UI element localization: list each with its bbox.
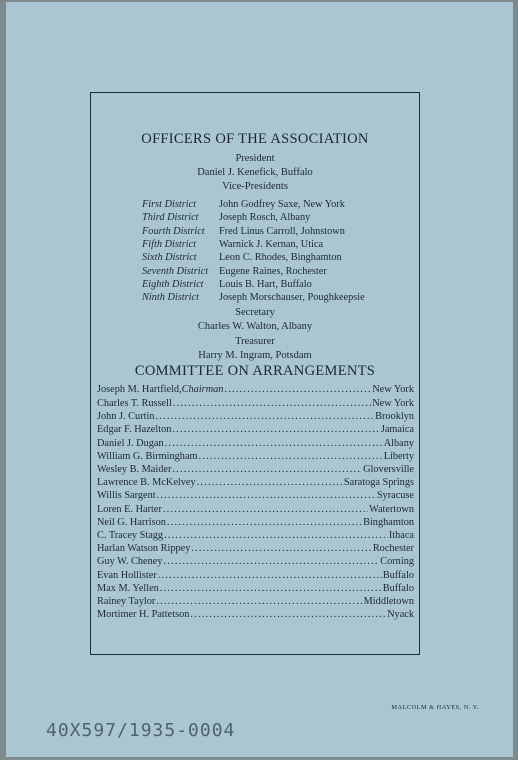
district-label: First District bbox=[142, 199, 197, 210]
committee-member-row bbox=[97, 596, 414, 609]
officers-title: OFFICERS OF THE ASSOCIATION bbox=[141, 131, 369, 147]
leader-dots bbox=[197, 477, 343, 490]
handwritten-accession-number: 40X597/1935-0004 bbox=[46, 720, 236, 741]
member-city: Ithaca bbox=[388, 530, 414, 541]
district-row bbox=[142, 252, 402, 265]
member-city: Saratoga Springs bbox=[343, 477, 414, 489]
leader-dots bbox=[160, 583, 382, 596]
leader-dots bbox=[163, 504, 368, 517]
president-name: Daniel J. Kenefick, Buffalo bbox=[197, 167, 313, 178]
vice-president-name: John Godfrey Saxe, New York bbox=[219, 199, 345, 210]
leader-dots bbox=[157, 490, 376, 503]
member-name: Max M. Yellen bbox=[97, 582, 159, 594]
committee-member-row bbox=[97, 556, 414, 569]
treasurer-name: Harry M. Ingram, Potsdam bbox=[198, 350, 312, 361]
member-name: Loren E. Harter bbox=[97, 503, 162, 515]
member-name: Daniel J. Dugan bbox=[97, 437, 164, 449]
member-city: Buffalo bbox=[382, 582, 414, 594]
member-name: Neil G. Harrison bbox=[97, 516, 166, 528]
member-city: Liberty bbox=[383, 450, 414, 462]
leader-dots bbox=[167, 517, 362, 530]
vice-president-name: Joseph Rosch, Albany bbox=[219, 212, 311, 224]
district-row bbox=[142, 292, 402, 305]
leader-dots bbox=[172, 464, 362, 477]
committee-title: COMMITTEE ON ARRANGEMENTS bbox=[134, 363, 376, 379]
chairman-name: Joseph M. Hartfield, bbox=[97, 384, 182, 395]
member-name: Guy W. Cheney bbox=[97, 556, 163, 568]
leader-dots bbox=[173, 398, 371, 411]
district-label: Fifth District bbox=[142, 238, 197, 250]
member-city: Syracuse bbox=[376, 490, 414, 502]
member-name: William G. Birmingham bbox=[97, 450, 198, 462]
leader-dots bbox=[199, 451, 383, 464]
member-name: Lawrence B. McKelvey bbox=[97, 477, 196, 489]
member-city: Gloversville bbox=[363, 464, 414, 475]
member-name: Wesley B. Maider bbox=[97, 464, 172, 475]
vice-president-name: Joseph Morschauser, Poughkeepsie bbox=[219, 292, 365, 304]
district-row bbox=[142, 266, 402, 279]
district-label: Eighth District bbox=[142, 278, 204, 290]
district-row bbox=[142, 239, 402, 252]
vice-president-name: Leon C. Rhodes, Binghamton bbox=[219, 252, 342, 264]
member-name: Mortimer H. Pattetson bbox=[97, 609, 190, 621]
committee-member-row bbox=[97, 464, 414, 477]
officers-frame bbox=[90, 92, 420, 655]
secretary-label: Secretary bbox=[235, 307, 275, 318]
member-city: Brooklyn bbox=[375, 411, 414, 423]
leader-dots bbox=[164, 530, 388, 543]
vice-president-name: Eugene Raines, Rochester bbox=[219, 265, 327, 277]
vice-presidents-label: Vice-Presidents bbox=[222, 181, 288, 192]
committee-member-row bbox=[97, 398, 414, 411]
committee-member-row bbox=[97, 411, 414, 424]
committee-member-row bbox=[97, 504, 414, 517]
member-name: Rainey Taylor bbox=[97, 596, 156, 607]
program-page bbox=[6, 2, 513, 757]
vice-president-name: Warnick J. Kernan, Utica bbox=[219, 238, 324, 250]
district-row bbox=[142, 226, 402, 239]
treasurer-label: Treasurer bbox=[235, 336, 275, 347]
committee-member-row bbox=[97, 451, 414, 464]
chairman-city: New York bbox=[372, 384, 414, 395]
member-city: Watertown bbox=[369, 503, 414, 515]
committee-member-row bbox=[97, 609, 414, 622]
committee-member-row bbox=[97, 477, 414, 490]
leader-dots bbox=[224, 384, 371, 397]
district-label: Sixth District bbox=[142, 252, 197, 264]
committee-member-row bbox=[97, 517, 414, 530]
vice-president-name: Fred Linus Carroll, Johnstown bbox=[219, 225, 345, 237]
committee-member-row bbox=[97, 583, 414, 596]
member-name: Evan Hollister bbox=[97, 569, 157, 581]
member-city: Jamaica bbox=[380, 424, 414, 436]
leader-dots bbox=[172, 424, 379, 437]
leader-dots bbox=[158, 570, 382, 583]
district-label: Seventh District bbox=[142, 265, 209, 277]
district-label: Fourth District bbox=[142, 225, 205, 237]
member-name: Edgar F. Hazelton bbox=[97, 424, 172, 436]
member-city: Binghamton bbox=[363, 516, 414, 528]
committee-member-row bbox=[97, 530, 414, 543]
leader-dots bbox=[191, 543, 371, 556]
member-name: Harlan Watson Rippey bbox=[97, 543, 191, 555]
leader-dots bbox=[190, 609, 386, 622]
secretary-name: Charles W. Walton, Albany bbox=[197, 321, 313, 332]
committee-member-row bbox=[97, 490, 414, 503]
member-city: Buffalo bbox=[382, 569, 414, 581]
member-name: C. Tracey Stagg bbox=[97, 530, 164, 541]
committee-member-row bbox=[97, 543, 414, 556]
district-row bbox=[142, 199, 402, 212]
president-label: President bbox=[235, 153, 275, 164]
district-row bbox=[142, 212, 402, 225]
member-city: Nyack bbox=[387, 609, 414, 621]
member-name: Willis Sargent bbox=[97, 490, 156, 502]
committee-chairman-row bbox=[97, 384, 414, 397]
leader-dots bbox=[165, 438, 383, 451]
committee-member-row bbox=[97, 424, 414, 437]
member-city: New York bbox=[372, 398, 414, 409]
leader-dots bbox=[156, 411, 375, 424]
member-city: Corning bbox=[380, 556, 414, 568]
member-city: Middletown bbox=[363, 596, 414, 607]
chairman-suffix: Chairman bbox=[181, 384, 224, 395]
member-name: John J. Curtin bbox=[97, 411, 155, 423]
district-label: Ninth District bbox=[142, 292, 199, 304]
committee-member-row bbox=[97, 438, 414, 451]
publisher-imprint: MALCOLM & HAYES, N. Y. bbox=[391, 704, 479, 711]
leader-dots bbox=[156, 596, 362, 609]
district-row bbox=[142, 279, 402, 292]
committee-member-row bbox=[97, 570, 414, 583]
leader-dots bbox=[164, 556, 380, 569]
vice-president-name: Louis B. Hart, Buffalo bbox=[219, 278, 312, 290]
member-city: Rochester bbox=[372, 543, 414, 555]
member-city: Albany bbox=[383, 437, 414, 449]
district-label: Third District bbox=[142, 212, 199, 224]
member-name: Charles T. Russell bbox=[97, 398, 172, 409]
